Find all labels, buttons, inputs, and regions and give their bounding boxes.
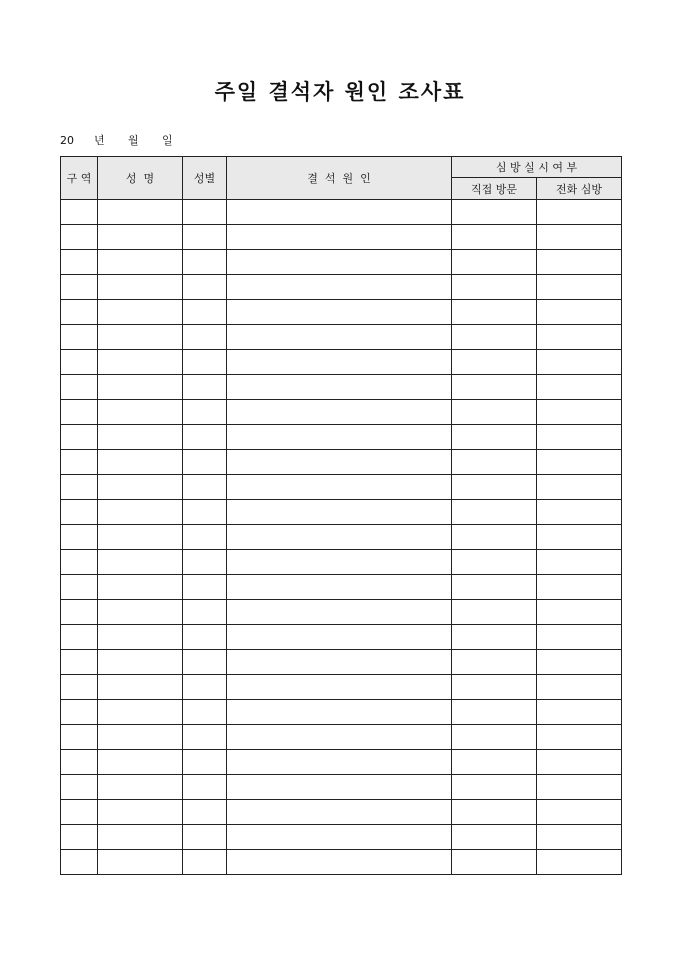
- table-row: [61, 725, 622, 750]
- table-row: [61, 825, 622, 850]
- cell-name[interactable]: [98, 625, 183, 650]
- cell-phone-visit[interactable]: [537, 750, 622, 775]
- cell-reason[interactable]: [227, 450, 452, 475]
- cell-gender[interactable]: [183, 425, 227, 450]
- table-row: [61, 275, 622, 300]
- cell-gender[interactable]: [183, 725, 227, 750]
- cell-direct-visit[interactable]: [452, 350, 537, 375]
- cell-gender[interactable]: [183, 750, 227, 775]
- table-row: [61, 775, 622, 800]
- table-row: [61, 250, 622, 275]
- header-direct-visit: 직접 방문: [452, 178, 537, 200]
- cell-district[interactable]: [61, 300, 98, 325]
- cell-district[interactable]: [61, 600, 98, 625]
- cell-district[interactable]: [61, 325, 98, 350]
- cell-name[interactable]: [98, 475, 183, 500]
- cell-gender[interactable]: [183, 250, 227, 275]
- cell-reason[interactable]: [227, 500, 452, 525]
- table-row: [61, 625, 622, 650]
- cell-reason[interactable]: [227, 475, 452, 500]
- cell-name[interactable]: [98, 325, 183, 350]
- cell-name[interactable]: [98, 350, 183, 375]
- cell-gender[interactable]: [183, 800, 227, 825]
- cell-reason[interactable]: [227, 650, 452, 675]
- cell-direct-visit[interactable]: [452, 725, 537, 750]
- table-row: [61, 325, 622, 350]
- cell-reason[interactable]: [227, 775, 452, 800]
- cell-reason[interactable]: [227, 225, 452, 250]
- cell-reason[interactable]: [227, 700, 452, 725]
- cell-direct-visit[interactable]: [452, 625, 537, 650]
- cell-phone-visit[interactable]: [537, 275, 622, 300]
- cell-name[interactable]: [98, 550, 183, 575]
- cell-direct-visit[interactable]: [452, 700, 537, 725]
- table-row: [61, 450, 622, 475]
- cell-name[interactable]: [98, 400, 183, 425]
- cell-phone-visit[interactable]: [537, 250, 622, 275]
- cell-direct-visit[interactable]: [452, 825, 537, 850]
- page-title: 주일 결석자 원인 조사표: [214, 79, 466, 104]
- cell-name[interactable]: [98, 775, 183, 800]
- table-row: [61, 850, 622, 875]
- cell-name[interactable]: [98, 300, 183, 325]
- cell-district[interactable]: [61, 650, 98, 675]
- cell-phone-visit[interactable]: [537, 300, 622, 325]
- cell-name[interactable]: [98, 575, 183, 600]
- table-row: [61, 650, 622, 675]
- cell-district[interactable]: [61, 425, 98, 450]
- cell-name[interactable]: [98, 750, 183, 775]
- cell-direct-visit[interactable]: [452, 550, 537, 575]
- cell-reason[interactable]: [227, 850, 452, 875]
- cell-direct-visit[interactable]: [452, 575, 537, 600]
- table-row: [61, 200, 622, 225]
- cell-gender[interactable]: [183, 600, 227, 625]
- cell-direct-visit[interactable]: [452, 475, 537, 500]
- cell-district[interactable]: [61, 725, 98, 750]
- cell-gender[interactable]: [183, 400, 227, 425]
- table-row: [61, 375, 622, 400]
- table-row: [61, 800, 622, 825]
- cell-phone-visit[interactable]: [537, 500, 622, 525]
- cell-district[interactable]: [61, 275, 98, 300]
- table-row: [61, 575, 622, 600]
- cell-direct-visit[interactable]: [452, 275, 537, 300]
- cell-gender[interactable]: [183, 475, 227, 500]
- cell-name[interactable]: [98, 700, 183, 725]
- cell-direct-visit[interactable]: [452, 600, 537, 625]
- table-row: [61, 675, 622, 700]
- cell-name[interactable]: [98, 500, 183, 525]
- table-row: [61, 475, 622, 500]
- cell-district[interactable]: [61, 500, 98, 525]
- table-row: [61, 425, 622, 450]
- cell-phone-visit[interactable]: [537, 600, 622, 625]
- cell-phone-visit[interactable]: [537, 550, 622, 575]
- cell-district[interactable]: [61, 350, 98, 375]
- cell-gender[interactable]: [183, 450, 227, 475]
- header-phone-visit: 전화 심방: [537, 178, 622, 200]
- header-row: [61, 157, 622, 178]
- cell-phone-visit[interactable]: [537, 200, 622, 225]
- cell-name[interactable]: [98, 275, 183, 300]
- cell-reason[interactable]: [227, 425, 452, 450]
- cell-phone-visit[interactable]: [537, 375, 622, 400]
- cell-gender[interactable]: [183, 300, 227, 325]
- cell-phone-visit[interactable]: [537, 525, 622, 550]
- cell-gender[interactable]: [183, 775, 227, 800]
- header-visit-status: 심 방 실 시 여 부: [452, 157, 622, 178]
- cell-direct-visit[interactable]: [452, 500, 537, 525]
- cell-district[interactable]: [61, 400, 98, 425]
- cell-direct-visit[interactable]: [452, 775, 537, 800]
- cell-direct-visit[interactable]: [452, 375, 537, 400]
- cell-reason[interactable]: [227, 375, 452, 400]
- cell-phone-visit[interactable]: [537, 400, 622, 425]
- cell-phone-visit[interactable]: [537, 650, 622, 675]
- cell-reason[interactable]: [227, 800, 452, 825]
- cell-gender[interactable]: [183, 350, 227, 375]
- cell-gender[interactable]: [183, 375, 227, 400]
- cell-direct-visit[interactable]: [452, 250, 537, 275]
- table-row: [61, 225, 622, 250]
- cell-direct-visit[interactable]: [452, 650, 537, 675]
- cell-phone-visit[interactable]: [537, 725, 622, 750]
- table-row: [61, 750, 622, 775]
- cell-phone-visit[interactable]: [537, 350, 622, 375]
- cell-name[interactable]: [98, 850, 183, 875]
- cell-reason[interactable]: [227, 550, 452, 575]
- cell-gender[interactable]: [183, 200, 227, 225]
- cell-district[interactable]: [61, 525, 98, 550]
- date-year-label: 년: [94, 134, 105, 147]
- cell-name[interactable]: [98, 725, 183, 750]
- cell-name[interactable]: [98, 825, 183, 850]
- cell-phone-visit[interactable]: [537, 425, 622, 450]
- table-row: [61, 350, 622, 375]
- table-row: [61, 400, 622, 425]
- cell-name[interactable]: [98, 450, 183, 475]
- cell-name[interactable]: [98, 800, 183, 825]
- cell-district[interactable]: [61, 575, 98, 600]
- cell-name[interactable]: [98, 650, 183, 675]
- cell-name[interactable]: [98, 375, 183, 400]
- cell-reason[interactable]: [227, 200, 452, 225]
- cell-district[interactable]: [61, 450, 98, 475]
- cell-phone-visit[interactable]: [537, 700, 622, 725]
- cell-reason[interactable]: [227, 350, 452, 375]
- date-month-label: 월: [128, 134, 139, 147]
- cell-direct-visit[interactable]: [452, 800, 537, 825]
- cell-phone-visit[interactable]: [537, 450, 622, 475]
- cell-direct-visit[interactable]: [452, 225, 537, 250]
- cell-direct-visit[interactable]: [452, 450, 537, 475]
- table-row: [61, 500, 622, 525]
- cell-direct-visit[interactable]: [452, 325, 537, 350]
- cell-gender[interactable]: [183, 700, 227, 725]
- cell-gender[interactable]: [183, 675, 227, 700]
- cell-gender[interactable]: [183, 275, 227, 300]
- cell-district[interactable]: [61, 700, 98, 725]
- cell-phone-visit[interactable]: [537, 575, 622, 600]
- cell-district[interactable]: [61, 625, 98, 650]
- cell-reason[interactable]: [227, 525, 452, 550]
- cell-reason[interactable]: [227, 825, 452, 850]
- cell-direct-visit[interactable]: [452, 300, 537, 325]
- cell-reason[interactable]: [227, 325, 452, 350]
- cell-name[interactable]: [98, 525, 183, 550]
- cell-phone-visit[interactable]: [537, 775, 622, 800]
- cell-gender[interactable]: [183, 500, 227, 525]
- cell-gender[interactable]: [183, 625, 227, 650]
- cell-direct-visit[interactable]: [452, 525, 537, 550]
- cell-reason[interactable]: [227, 600, 452, 625]
- cell-district[interactable]: [61, 850, 98, 875]
- cell-district[interactable]: [61, 550, 98, 575]
- cell-name[interactable]: [98, 425, 183, 450]
- cell-gender[interactable]: [183, 650, 227, 675]
- header-gender: 성별: [183, 157, 227, 200]
- cell-name[interactable]: [98, 600, 183, 625]
- cell-name[interactable]: [98, 675, 183, 700]
- cell-district[interactable]: [61, 675, 98, 700]
- cell-direct-visit[interactable]: [452, 400, 537, 425]
- cell-district[interactable]: [61, 375, 98, 400]
- cell-reason[interactable]: [227, 750, 452, 775]
- cell-direct-visit[interactable]: [452, 850, 537, 875]
- cell-phone-visit[interactable]: [537, 825, 622, 850]
- cell-phone-visit[interactable]: [537, 475, 622, 500]
- cell-name[interactable]: [98, 225, 183, 250]
- table-row: [61, 600, 622, 625]
- cell-reason[interactable]: [227, 275, 452, 300]
- table-row: [61, 700, 622, 725]
- cell-name[interactable]: [98, 200, 183, 225]
- header-absence-reason: 결 석 원 인: [227, 157, 452, 200]
- cell-district[interactable]: [61, 750, 98, 775]
- cell-gender[interactable]: [183, 575, 227, 600]
- cell-district[interactable]: [61, 475, 98, 500]
- cell-name[interactable]: [98, 250, 183, 275]
- table-row: [61, 525, 622, 550]
- table-body: [61, 200, 622, 875]
- cell-gender[interactable]: [183, 325, 227, 350]
- cell-phone-visit[interactable]: [537, 225, 622, 250]
- cell-gender[interactable]: [183, 850, 227, 875]
- cell-phone-visit[interactable]: [537, 800, 622, 825]
- cell-district[interactable]: [61, 225, 98, 250]
- cell-reason[interactable]: [227, 725, 452, 750]
- absence-survey-table: [60, 156, 622, 875]
- cell-reason[interactable]: [227, 675, 452, 700]
- cell-phone-visit[interactable]: [537, 850, 622, 875]
- cell-district[interactable]: [61, 200, 98, 225]
- cell-direct-visit[interactable]: [452, 425, 537, 450]
- cell-gender[interactable]: [183, 550, 227, 575]
- cell-phone-visit[interactable]: [537, 675, 622, 700]
- date-day-label: 일: [162, 134, 173, 147]
- header-name: 성 명: [98, 157, 183, 200]
- cell-reason[interactable]: [227, 300, 452, 325]
- cell-district[interactable]: [61, 775, 98, 800]
- cell-gender[interactable]: [183, 525, 227, 550]
- cell-district[interactable]: [61, 825, 98, 850]
- table-row: [61, 550, 622, 575]
- cell-reason[interactable]: [227, 625, 452, 650]
- cell-district[interactable]: [61, 250, 98, 275]
- cell-reason[interactable]: [227, 400, 452, 425]
- cell-direct-visit[interactable]: [452, 675, 537, 700]
- cell-reason[interactable]: [227, 250, 452, 275]
- date-year-prefix: 20: [60, 133, 74, 147]
- table-row: [61, 300, 622, 325]
- cell-gender[interactable]: [183, 825, 227, 850]
- cell-direct-visit[interactable]: [452, 750, 537, 775]
- cell-reason[interactable]: [227, 575, 452, 600]
- cell-phone-visit[interactable]: [537, 625, 622, 650]
- cell-district[interactable]: [61, 800, 98, 825]
- cell-direct-visit[interactable]: [452, 200, 537, 225]
- cell-gender[interactable]: [183, 225, 227, 250]
- cell-phone-visit[interactable]: [537, 325, 622, 350]
- date-line: [60, 132, 173, 148]
- header-district: 구 역: [61, 157, 98, 200]
